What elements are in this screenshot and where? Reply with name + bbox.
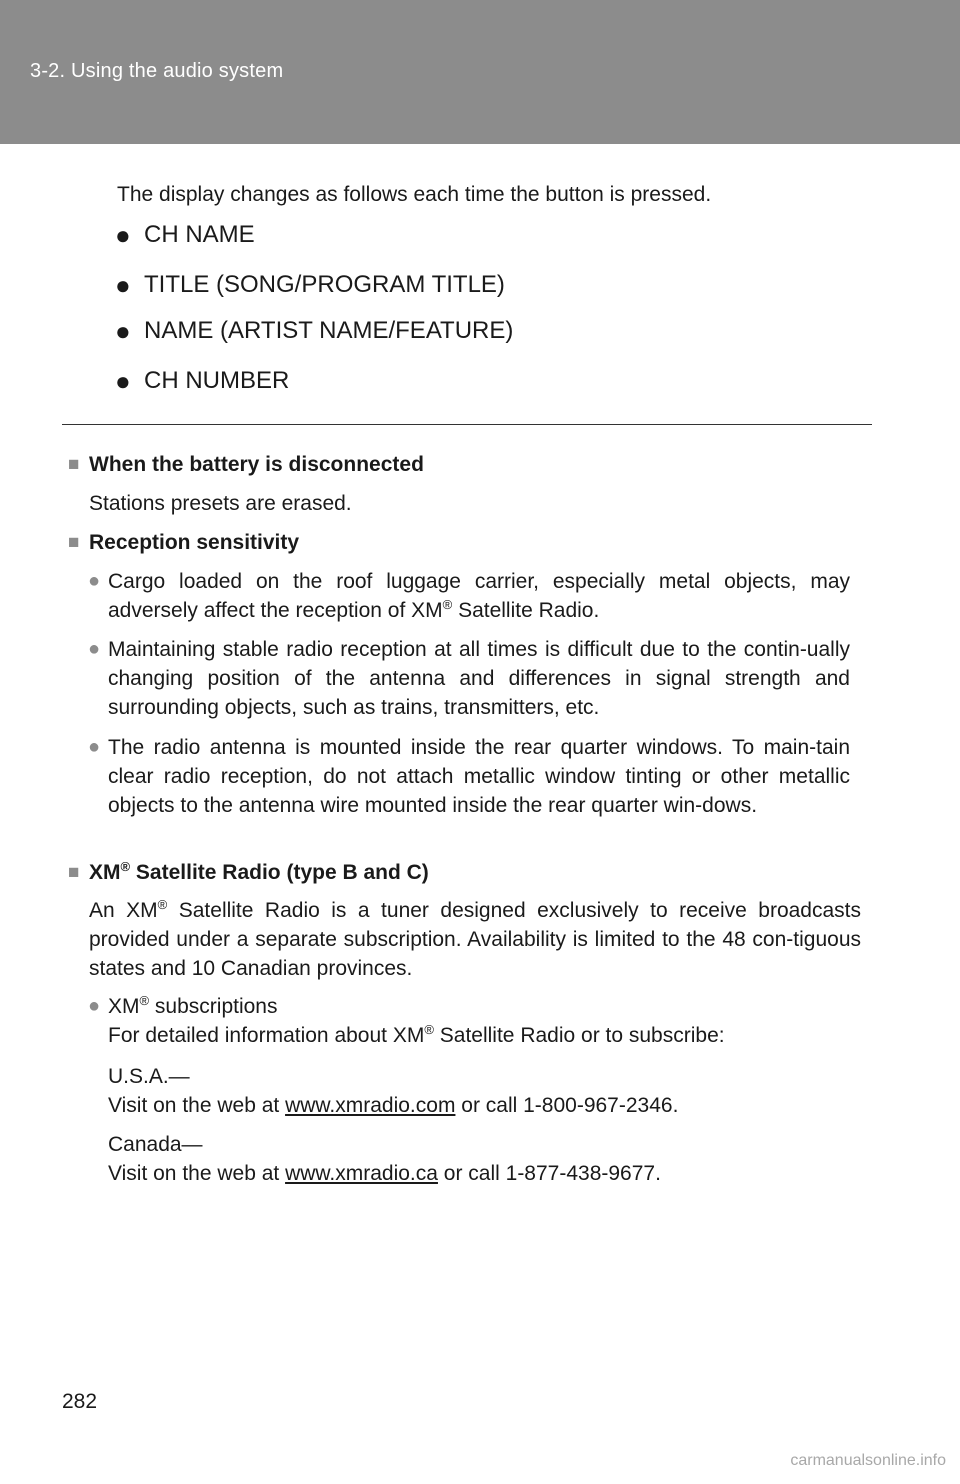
section-divider: [62, 424, 872, 425]
bullet-icon: ●: [115, 366, 131, 396]
usa-prefix: Visit on the web at: [108, 1094, 286, 1117]
reception-item-stable-reception: Maintaining stable radio reception at all times is difficult due to the contin-ually changing position of the antenna and differences in signal strength and surrounding objects, such as trains, transmitters, etc.: [108, 638, 850, 719]
xm-subscriptions-info-text-a: For detailed information about XM: [108, 1024, 425, 1047]
reception-item-roof-cargo: [108, 567, 850, 625]
battery-heading: When the battery is disconnected: [89, 453, 424, 476]
square-bullet-icon: ■: [68, 454, 80, 475]
canada-web-link[interactable]: www.xmradio.ca: [285, 1162, 438, 1185]
usa-contact: [108, 1091, 678, 1120]
display-mode-item: TITLE (SONG/PROGRAM TITLE): [144, 271, 505, 298]
xm-heading-text-b: Satellite Radio (type B and C): [130, 861, 429, 884]
xm-heading: [89, 858, 429, 887]
battery-body: Stations presets are erased.: [89, 492, 352, 515]
xm-subscriptions-title: [108, 992, 277, 1021]
bullet-icon: ●: [115, 316, 131, 346]
xm-body: [89, 896, 861, 983]
watermark: carmanualsonline.info: [790, 1452, 946, 1469]
xm-subscriptions-text-b: subscriptions: [149, 995, 278, 1018]
xm-body-text-a: An XM: [89, 899, 158, 922]
bullet-icon: ●: [88, 736, 101, 758]
display-mode-item: NAME (ARTIST NAME/FEATURE): [144, 317, 514, 344]
registered-mark: ®: [442, 597, 453, 612]
bullet-icon: ●: [115, 270, 131, 300]
square-bullet-icon: ■: [68, 862, 80, 883]
usa-web-link[interactable]: www.xmradio.com: [285, 1094, 456, 1117]
reception-item-roof-cargo-text-a: Cargo loaded on the roof luggage carrier, especially metal objects, may adversely affect the reception of XM: [108, 570, 850, 622]
intro-text: The display changes as follows each time the button is pressed.: [117, 183, 712, 206]
usa-phone: or call 1-800-967-2346.: [455, 1094, 679, 1117]
bullet-icon: ●: [88, 570, 101, 592]
bullet-icon: ●: [88, 995, 101, 1017]
canada-phone: or call 1-877-438-9677.: [437, 1162, 661, 1185]
square-bullet-icon: ■: [68, 532, 80, 553]
registered-mark: ®: [120, 859, 131, 874]
canada-prefix: Visit on the web at: [108, 1162, 286, 1185]
section-title: 3-2. Using the audio system: [30, 60, 284, 82]
page-number: 282: [62, 1390, 98, 1413]
bullet-icon: ●: [115, 220, 131, 250]
registered-mark: ®: [139, 993, 150, 1008]
usa-label: U.S.A.—: [108, 1065, 190, 1088]
display-mode-item: CH NUMBER: [144, 367, 290, 394]
reception-heading: Reception sensitivity: [89, 531, 300, 554]
canada-contact: [108, 1159, 661, 1188]
xm-subscriptions-text-a: XM: [108, 995, 140, 1018]
reception-item-roof-cargo-text-b: Satellite Radio.: [452, 599, 600, 622]
xm-subscriptions-info-text-b: Satellite Radio or to subscribe:: [433, 1024, 725, 1047]
canada-label: Canada—: [108, 1133, 203, 1156]
registered-mark: ®: [157, 897, 168, 912]
reception-item-antenna: The radio antenna is mounted inside the rear quarter windows. To main-tain clear radio reception, do not attach metallic window tinting or other metallic objects to the antenna wire mounted inside the rear quarter win-dows.: [108, 736, 850, 817]
xm-body-text-b: Satellite Radio is a tuner designed exclusively to receive broadcasts provided under a separate subscription. Availability is limited to the 48 con-tiguous states and 10 Canadian provinces.: [89, 899, 861, 980]
xm-heading-text-a: XM: [89, 861, 121, 884]
registered-mark: ®: [424, 1022, 434, 1037]
xm-subscriptions-info: [108, 1021, 725, 1050]
bullet-icon: ●: [88, 638, 101, 660]
page-header: [0, 0, 960, 144]
display-mode-item: CH NAME: [144, 221, 255, 248]
